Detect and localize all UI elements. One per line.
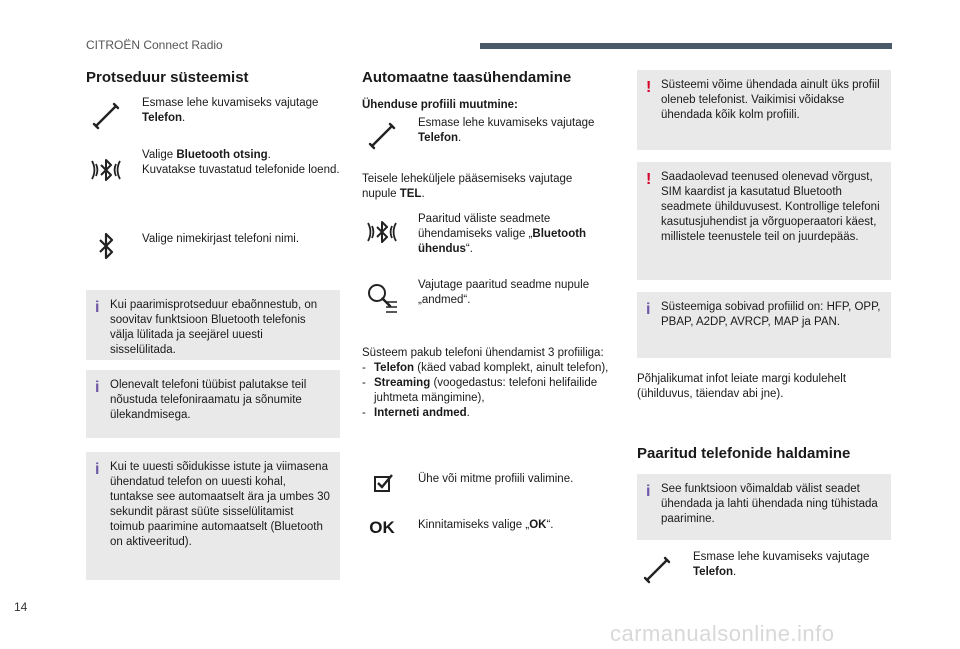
note-text: Olenevalt telefoni tüübist palutakse teil nõustuda telefoniraamatu ja sõnumite ülekandmisega. xyxy=(110,379,307,421)
phone-handset-icon xyxy=(637,550,677,590)
step-bluetooth xyxy=(86,226,346,266)
note-text: Kui te uuesti sõidukisse istute ja viimasena ühendatud telefon on uuesti kohal, tuntakse see automaatselt ära ja umbes 30 sekundit pärast süüte sisselülitamist toimub paarimine automaatselt (Bluetooth on aktiveeritud). xyxy=(110,461,330,548)
watermark: carmanualsonline.info xyxy=(610,621,835,646)
note-text: Süsteemi võime ühendada ainult üks profiil oleneb telefonist. Vaikimisi võidakse ühendada kõik kolm profiili. xyxy=(661,79,880,121)
header-bar xyxy=(480,43,892,49)
profiles-paragraph xyxy=(362,346,624,421)
checkbox-check-icon xyxy=(362,462,402,502)
step-phone xyxy=(86,96,346,136)
section-heading-reconnect: Automaatne taasühendamine xyxy=(362,69,572,86)
list-dash: - xyxy=(362,406,366,419)
warning-icon: ! xyxy=(646,171,652,188)
para-punct: . xyxy=(421,187,425,200)
step-bluetooth-search xyxy=(86,148,346,190)
step-bold: Bluetooth ühendus xyxy=(418,227,587,255)
ok-icon: OK xyxy=(369,517,395,537)
warning-icon: ! xyxy=(646,79,652,96)
step-bold: Bluetooth otsing xyxy=(176,149,268,161)
search-list-icon xyxy=(362,278,402,318)
step-punct: . xyxy=(182,111,186,124)
para-text: Teisele leheküljele pääsemiseks vajutage nupule xyxy=(362,173,573,200)
step-text: Ühe või mitme profiili valimine. xyxy=(418,473,574,485)
paragraph xyxy=(362,172,602,202)
list-item xyxy=(362,361,624,376)
list-text: (voogedastus: telefoni helifailide juhtmeta mängimine), xyxy=(374,376,598,404)
step-phone xyxy=(362,116,622,156)
para-text: Süsteem pakub telefoni ühendamist 3 profiiliga: xyxy=(362,347,604,359)
warning-note xyxy=(637,162,891,280)
step-confirm xyxy=(362,508,622,548)
bluetooth-icon xyxy=(86,226,126,266)
profiles-list xyxy=(362,361,624,421)
step-text: Paaritud väliste seadmete ühendamiseks valige „ xyxy=(418,213,551,240)
step-bold: Telefon xyxy=(693,565,734,578)
step-bold: OK xyxy=(529,519,547,531)
list-dash: - xyxy=(362,376,366,389)
list-bold: Interneti andmed xyxy=(374,406,467,419)
step-punct: “. xyxy=(546,519,554,531)
section-heading-manage: Paaritud telefonide haldamine xyxy=(637,445,851,462)
step-device-data xyxy=(362,278,622,318)
step-bold: Telefon xyxy=(418,131,459,144)
info-note xyxy=(86,370,340,438)
step-text-2: Kuvatakse tuvastatud telefonide loend. xyxy=(142,163,340,176)
list-item xyxy=(362,406,624,421)
list-bold: Streaming xyxy=(374,376,431,389)
step-text: Valige nimekirjast telefoni nimi. xyxy=(142,233,300,245)
step-punct: “. xyxy=(465,242,473,255)
phone-handset-icon xyxy=(362,116,402,156)
info-icon: i xyxy=(95,299,100,316)
info-note xyxy=(86,452,340,580)
paragraph: Põhjalikumat infot leiate margi kodulehelt (ühilduvus, täiendav abi jne). xyxy=(637,373,847,400)
info-icon: i xyxy=(646,301,651,318)
note-text: Saadaolevad teenused olenevad võrgust, SIM kaardist ja kasutatud Bluetooth seadmete ühilduvusest. Kontrollige telefoni kasutusjuhendist ja võrguoperaatori käest, millistele teenustele teil on juurdepääs. xyxy=(661,171,880,243)
step-text: Esmase lehe kuvamiseks vajutage xyxy=(693,551,870,563)
bluetooth-search-icon xyxy=(86,150,126,190)
step-text: Valige xyxy=(142,149,177,161)
subheading: Ühenduse profiili muutmine: xyxy=(362,99,518,111)
phone-handset-icon xyxy=(86,96,126,136)
step-text: Vajutage paaritud seadme nupule „andmed“. xyxy=(418,279,590,306)
warning-note xyxy=(637,70,891,150)
step-punct: . xyxy=(267,149,271,161)
step-bold: Telefon xyxy=(142,111,183,124)
info-note xyxy=(637,292,891,358)
info-note xyxy=(637,474,891,540)
page-number: 14 xyxy=(14,600,28,614)
bluetooth-search-icon xyxy=(362,212,402,252)
list-dash: - xyxy=(362,361,366,374)
list-bold: Telefon xyxy=(374,361,415,374)
info-icon: i xyxy=(646,483,651,500)
step-text: Kinnitamiseks valige „ xyxy=(418,519,530,531)
note-text: Süsteemiga sobivad profiilid on: HFP, OPP, PBAP, A2DP, AVRCP, MAP ja PAN. xyxy=(661,301,881,328)
info-icon: i xyxy=(95,379,100,396)
step-phone xyxy=(637,550,897,590)
step-bluetooth-connect xyxy=(362,212,622,257)
step-text: Esmase lehe kuvamiseks vajutage xyxy=(142,97,319,109)
para-bold: TEL xyxy=(399,187,422,200)
header-title: CITROËN Connect Radio xyxy=(86,38,223,52)
list-item xyxy=(362,376,624,406)
note-text: Kui paarimisprotseduur ebaõnnestub, on soovitav funktsioon Bluetooth telefonis välja lülitada ja seejärel uuesti sisselülitada. xyxy=(110,299,318,356)
info-icon: i xyxy=(95,461,100,478)
list-text: . xyxy=(466,406,470,419)
step-text: Esmase lehe kuvamiseks vajutage xyxy=(418,117,595,129)
list-text: (käed vabad komplekt, ainult telefon), xyxy=(414,361,609,374)
step-punct: . xyxy=(733,565,737,578)
step-punct: . xyxy=(458,131,462,144)
note-text: See funktsioon võimaldab välist seadet ühendada ja lahti ühendada ning tühistada paarimine. xyxy=(661,483,878,525)
step-select-profiles xyxy=(362,462,622,502)
info-note xyxy=(86,290,340,360)
section-heading-procedure: Protseduur süsteemist xyxy=(86,69,249,86)
